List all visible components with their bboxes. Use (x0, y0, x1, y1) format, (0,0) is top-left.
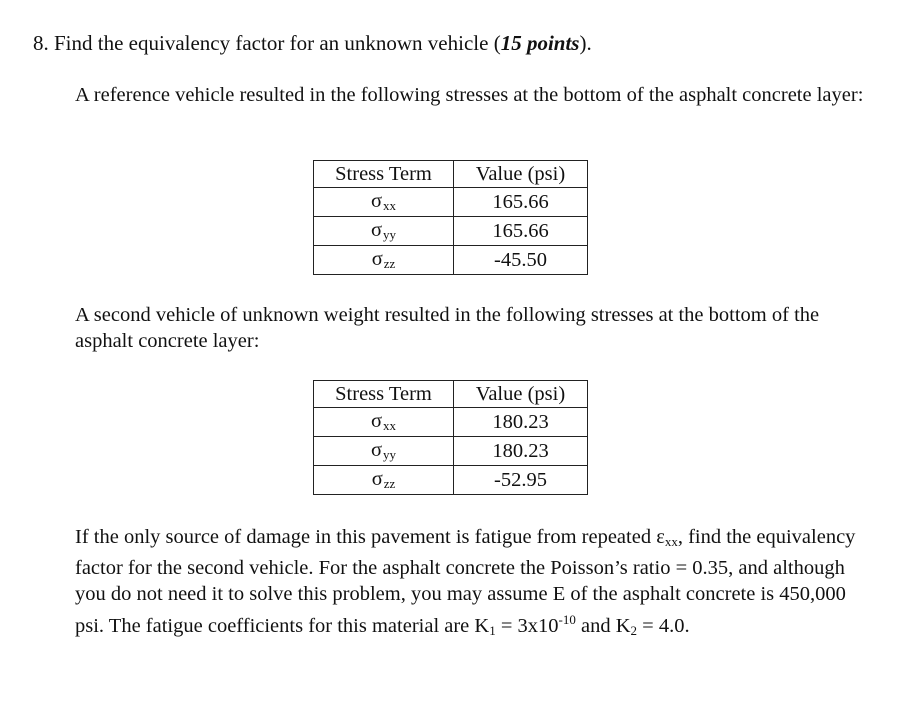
question-points: 15 points (500, 31, 580, 55)
table-header-row (314, 381, 588, 408)
stress-table-reference (313, 160, 588, 275)
stress-term-cell: $\sigma_{yy}$ (314, 217, 454, 246)
header-stress-term: Stress Term (314, 161, 454, 188)
header-value: Value (psi) (454, 161, 588, 188)
question-text: Find the equivalency factor for an unknown vehicle ( (54, 31, 501, 55)
paragraph-fatigue-question: If the only source of damage in this pavement is fatigue from repeated $\varepsilon_{xx}$, find the equivalency factor for the second vehicle. For the asphalt concrete the Poisson’s ratio = 0.35, and although you do not need it to solve this problem, you may assume E of the asphalt concrete is 450,000 psi. The fatigue coefficients for this material are $K_1 = 3x10^{-10}$ and $K_2 = 4.0$. (75, 526, 856, 638)
stress-value-cell: 165.66 (454, 188, 588, 217)
stress-term-cell: $\sigma_{yy}$ (314, 437, 454, 466)
question-title (33, 30, 592, 56)
stress-table-unknown (313, 380, 588, 495)
stress-term-cell: $\sigma_{xx}$ (314, 408, 454, 437)
stress-term-cell: $\sigma_{zz}$ (314, 246, 454, 275)
table-row (314, 188, 588, 217)
table-row (314, 437, 588, 466)
header-value: Value (psi) (454, 381, 588, 408)
stress-value-cell: 180.23 (454, 408, 588, 437)
table-row (314, 246, 588, 275)
question-number: 8. (33, 31, 49, 55)
table-row (314, 217, 588, 246)
stress-term-cell: $\sigma_{zz}$ (314, 466, 454, 495)
stress-term-cell: $\sigma_{xx}$ (314, 188, 454, 217)
stress-value-cell: -45.50 (454, 246, 588, 275)
table-row (314, 466, 588, 495)
paragraph-reference-vehicle: A reference vehicle resulted in the following stresses at the bottom of the asphalt concrete layer: (75, 84, 864, 106)
epsilon-symbol: ε (656, 526, 665, 548)
stress-value-cell: 180.23 (454, 437, 588, 466)
stress-value-cell: 165.66 (454, 217, 588, 246)
question-close: ). (579, 31, 592, 55)
table-header-row (314, 161, 588, 188)
paragraph-second-vehicle: A second vehicle of unknown weight resulted in the following stresses at the bottom of the asphalt concrete layer: (75, 304, 820, 352)
header-stress-term: Stress Term (314, 381, 454, 408)
stress-value-cell: -52.95 (454, 466, 588, 495)
table-row (314, 408, 588, 437)
